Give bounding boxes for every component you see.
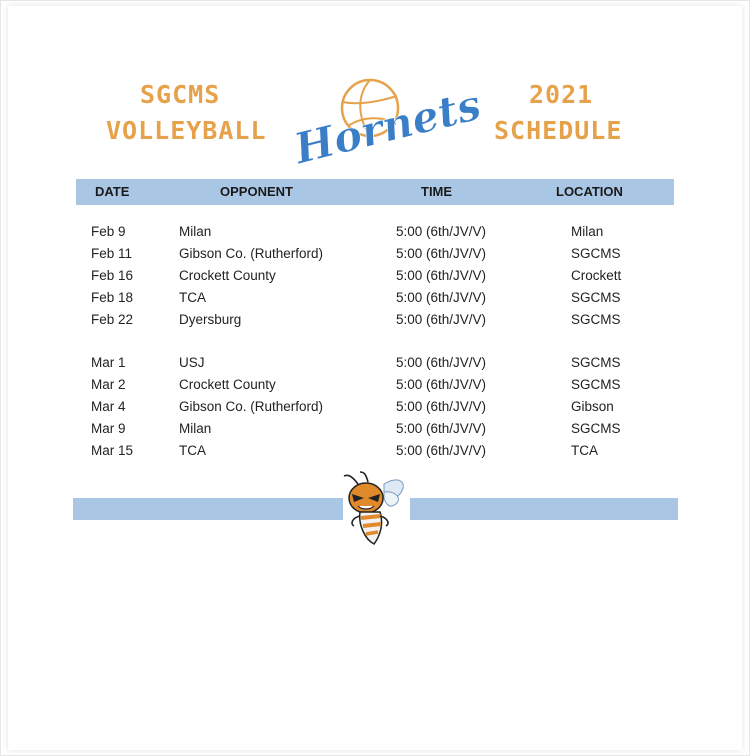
hornets-logo xyxy=(286,66,486,174)
column-header-location: LOCATION xyxy=(556,184,623,199)
cell-opponent: Gibson Co. (Rutherford) xyxy=(179,399,324,414)
cell-opponent: Crockett County xyxy=(179,377,276,392)
cell-opponent: Milan xyxy=(179,421,212,436)
title-schedule: SCHEDULE xyxy=(494,116,623,145)
footer-bar-left xyxy=(73,498,343,520)
table-row xyxy=(0,353,750,373)
hornet-mascot-icon xyxy=(340,470,412,546)
cell-location: SGCMS xyxy=(571,246,621,261)
cell-time: 5:00 (6th/JV/V) xyxy=(396,421,487,436)
cell-location: Milan xyxy=(571,224,604,239)
table-row xyxy=(0,441,750,461)
cell-time: 5:00 (6th/JV/V) xyxy=(396,312,487,327)
cell-opponent: Crockett County xyxy=(179,268,276,283)
cell-location: SGCMS xyxy=(571,421,621,436)
cell-opponent: TCA xyxy=(179,290,206,305)
cell-location: SGCMS xyxy=(571,377,621,392)
cell-time: 5:00 (6th/JV/V) xyxy=(396,290,487,305)
cell-time: 5:00 (6th/JV/V) xyxy=(396,355,487,370)
column-header-time: TIME xyxy=(421,184,453,199)
cell-location: SGCMS xyxy=(571,290,621,305)
column-header-opponent: OPPONENT xyxy=(220,184,293,199)
cell-opponent: Milan xyxy=(179,224,212,239)
cell-date: Feb 16 xyxy=(91,268,134,283)
cell-date: Feb 9 xyxy=(91,224,126,239)
table-row xyxy=(0,266,750,286)
footer-bar-right xyxy=(410,498,678,520)
cell-time: 5:00 (6th/JV/V) xyxy=(396,246,487,261)
cell-time: 5:00 (6th/JV/V) xyxy=(396,224,487,239)
title-sport: VOLLEYBALL xyxy=(106,116,267,145)
table-row xyxy=(0,222,750,242)
cell-location: Gibson xyxy=(571,399,614,414)
cell-location: TCA xyxy=(571,443,598,458)
table-row xyxy=(0,244,750,264)
cell-date: Mar 15 xyxy=(91,443,134,458)
logo-wordmark: Hornets xyxy=(289,79,486,174)
cell-date: Mar 2 xyxy=(91,377,126,392)
column-header-date: DATE xyxy=(95,184,130,199)
cell-date: Feb 11 xyxy=(91,246,133,261)
table-row xyxy=(0,288,750,308)
table-row xyxy=(0,397,750,417)
cell-location: SGCMS xyxy=(571,355,621,370)
title-year: 2021 xyxy=(529,80,594,109)
cell-opponent: Gibson Co. (Rutherford) xyxy=(179,246,324,261)
title-school: SGCMS xyxy=(140,80,221,109)
cell-location: SGCMS xyxy=(571,312,621,327)
cell-time: 5:00 (6th/JV/V) xyxy=(396,268,487,283)
table-row xyxy=(0,310,750,330)
cell-date: Mar 9 xyxy=(91,421,126,436)
cell-opponent: USJ xyxy=(179,355,205,370)
cell-time: 5:00 (6th/JV/V) xyxy=(396,377,487,392)
cell-date: Mar 1 xyxy=(91,355,126,370)
table-row xyxy=(0,419,750,439)
cell-time: 5:00 (6th/JV/V) xyxy=(396,443,487,458)
cell-date: Mar 4 xyxy=(91,399,126,414)
cell-opponent: TCA xyxy=(179,443,206,458)
cell-time: 5:00 (6th/JV/V) xyxy=(396,399,487,414)
cell-location: Crockett xyxy=(571,268,622,283)
cell-date: Feb 22 xyxy=(91,312,134,327)
cell-opponent: Dyersburg xyxy=(179,312,242,327)
table-row xyxy=(0,375,750,395)
cell-date: Feb 18 xyxy=(91,290,134,305)
